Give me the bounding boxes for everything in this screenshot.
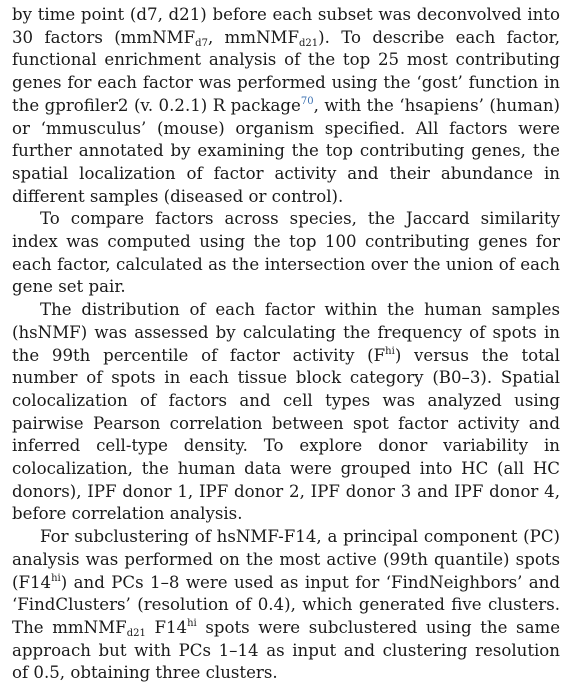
paragraph-subclustering — [12, 526, 560, 685]
superscript: hi — [385, 345, 395, 357]
text-segment: , mmNMF — [207, 27, 300, 47]
text-segment: by time point (d7, d21) before each subset was deconvolved into 30 factors (mmNMF — [12, 5, 560, 47]
superscript: hi — [51, 572, 61, 584]
paragraph-factor-annotation — [12, 4, 560, 208]
text-segment: The distribution of each factor within the human samples (hsNMF) was assessed by calculating the frequency of spots in the 99th percentile of factor activity (F — [12, 300, 560, 365]
reference-link[interactable]: 70 — [300, 95, 314, 107]
text-segment: F14 — [145, 617, 188, 637]
subscript: d7 — [195, 37, 208, 49]
text-segment: For subclustering of hsNMF-F14, a principal component (PC) analysis was performed on the most active (99th quantile) spots (F14 — [12, 527, 560, 592]
text-segment: To compare factors across species, the Jaccard similarity index was computed using the top 100 contributing genes for each factor, calculated as the intersection over the union of each gene set pair. — [12, 209, 560, 297]
text-segment: ) versus the total number of spots in each tissue block category (B0–3). Spatial colocalization of factors and cell types was analyzed using pairwise Pearson correlation between spot factor activity and inferred cell-type density. To explore donor variability in colocalization, the human data were grouped into HC (all HC donors), IPF donor 1, IPF donor 2, IPF donor 3 and IPF donor 4, before correlation analysis. — [12, 345, 560, 524]
paragraph-distribution — [12, 299, 560, 526]
document-page — [12, 4, 560, 685]
paragraph-jaccard — [12, 208, 560, 299]
subscript: d21 — [126, 627, 146, 639]
text-segment: ). To describe each factor, functional enrichment analysis of the top 25 most contributing genes for each factor was performed using the ‘gost’ function in the gprofiler2 (v. 0.2.1) R package — [12, 27, 560, 115]
text-segment: spots were subclustered using the same approach but with PCs 1–14 as input and clustering resolution of 0.5, obtaining three clusters. — [12, 617, 561, 683]
text-segment: ) and PCs 1–8 were used as input for ‘FindNeighbors’ and ‘FindClusters’ (resolution of 0.4), which generated five clusters. The mmNMF — [12, 572, 560, 637]
subscript: d21 — [299, 37, 319, 49]
superscript: hi — [187, 617, 197, 629]
text-segment: , with the ‘hsapiens’ (human) or ‘mmusculus’ (mouse) organism specified. All factors were further annotated by examining the top contributing genes, the spatial localization of factor activity and their abundance in different samples (diseased or control). — [12, 95, 560, 206]
